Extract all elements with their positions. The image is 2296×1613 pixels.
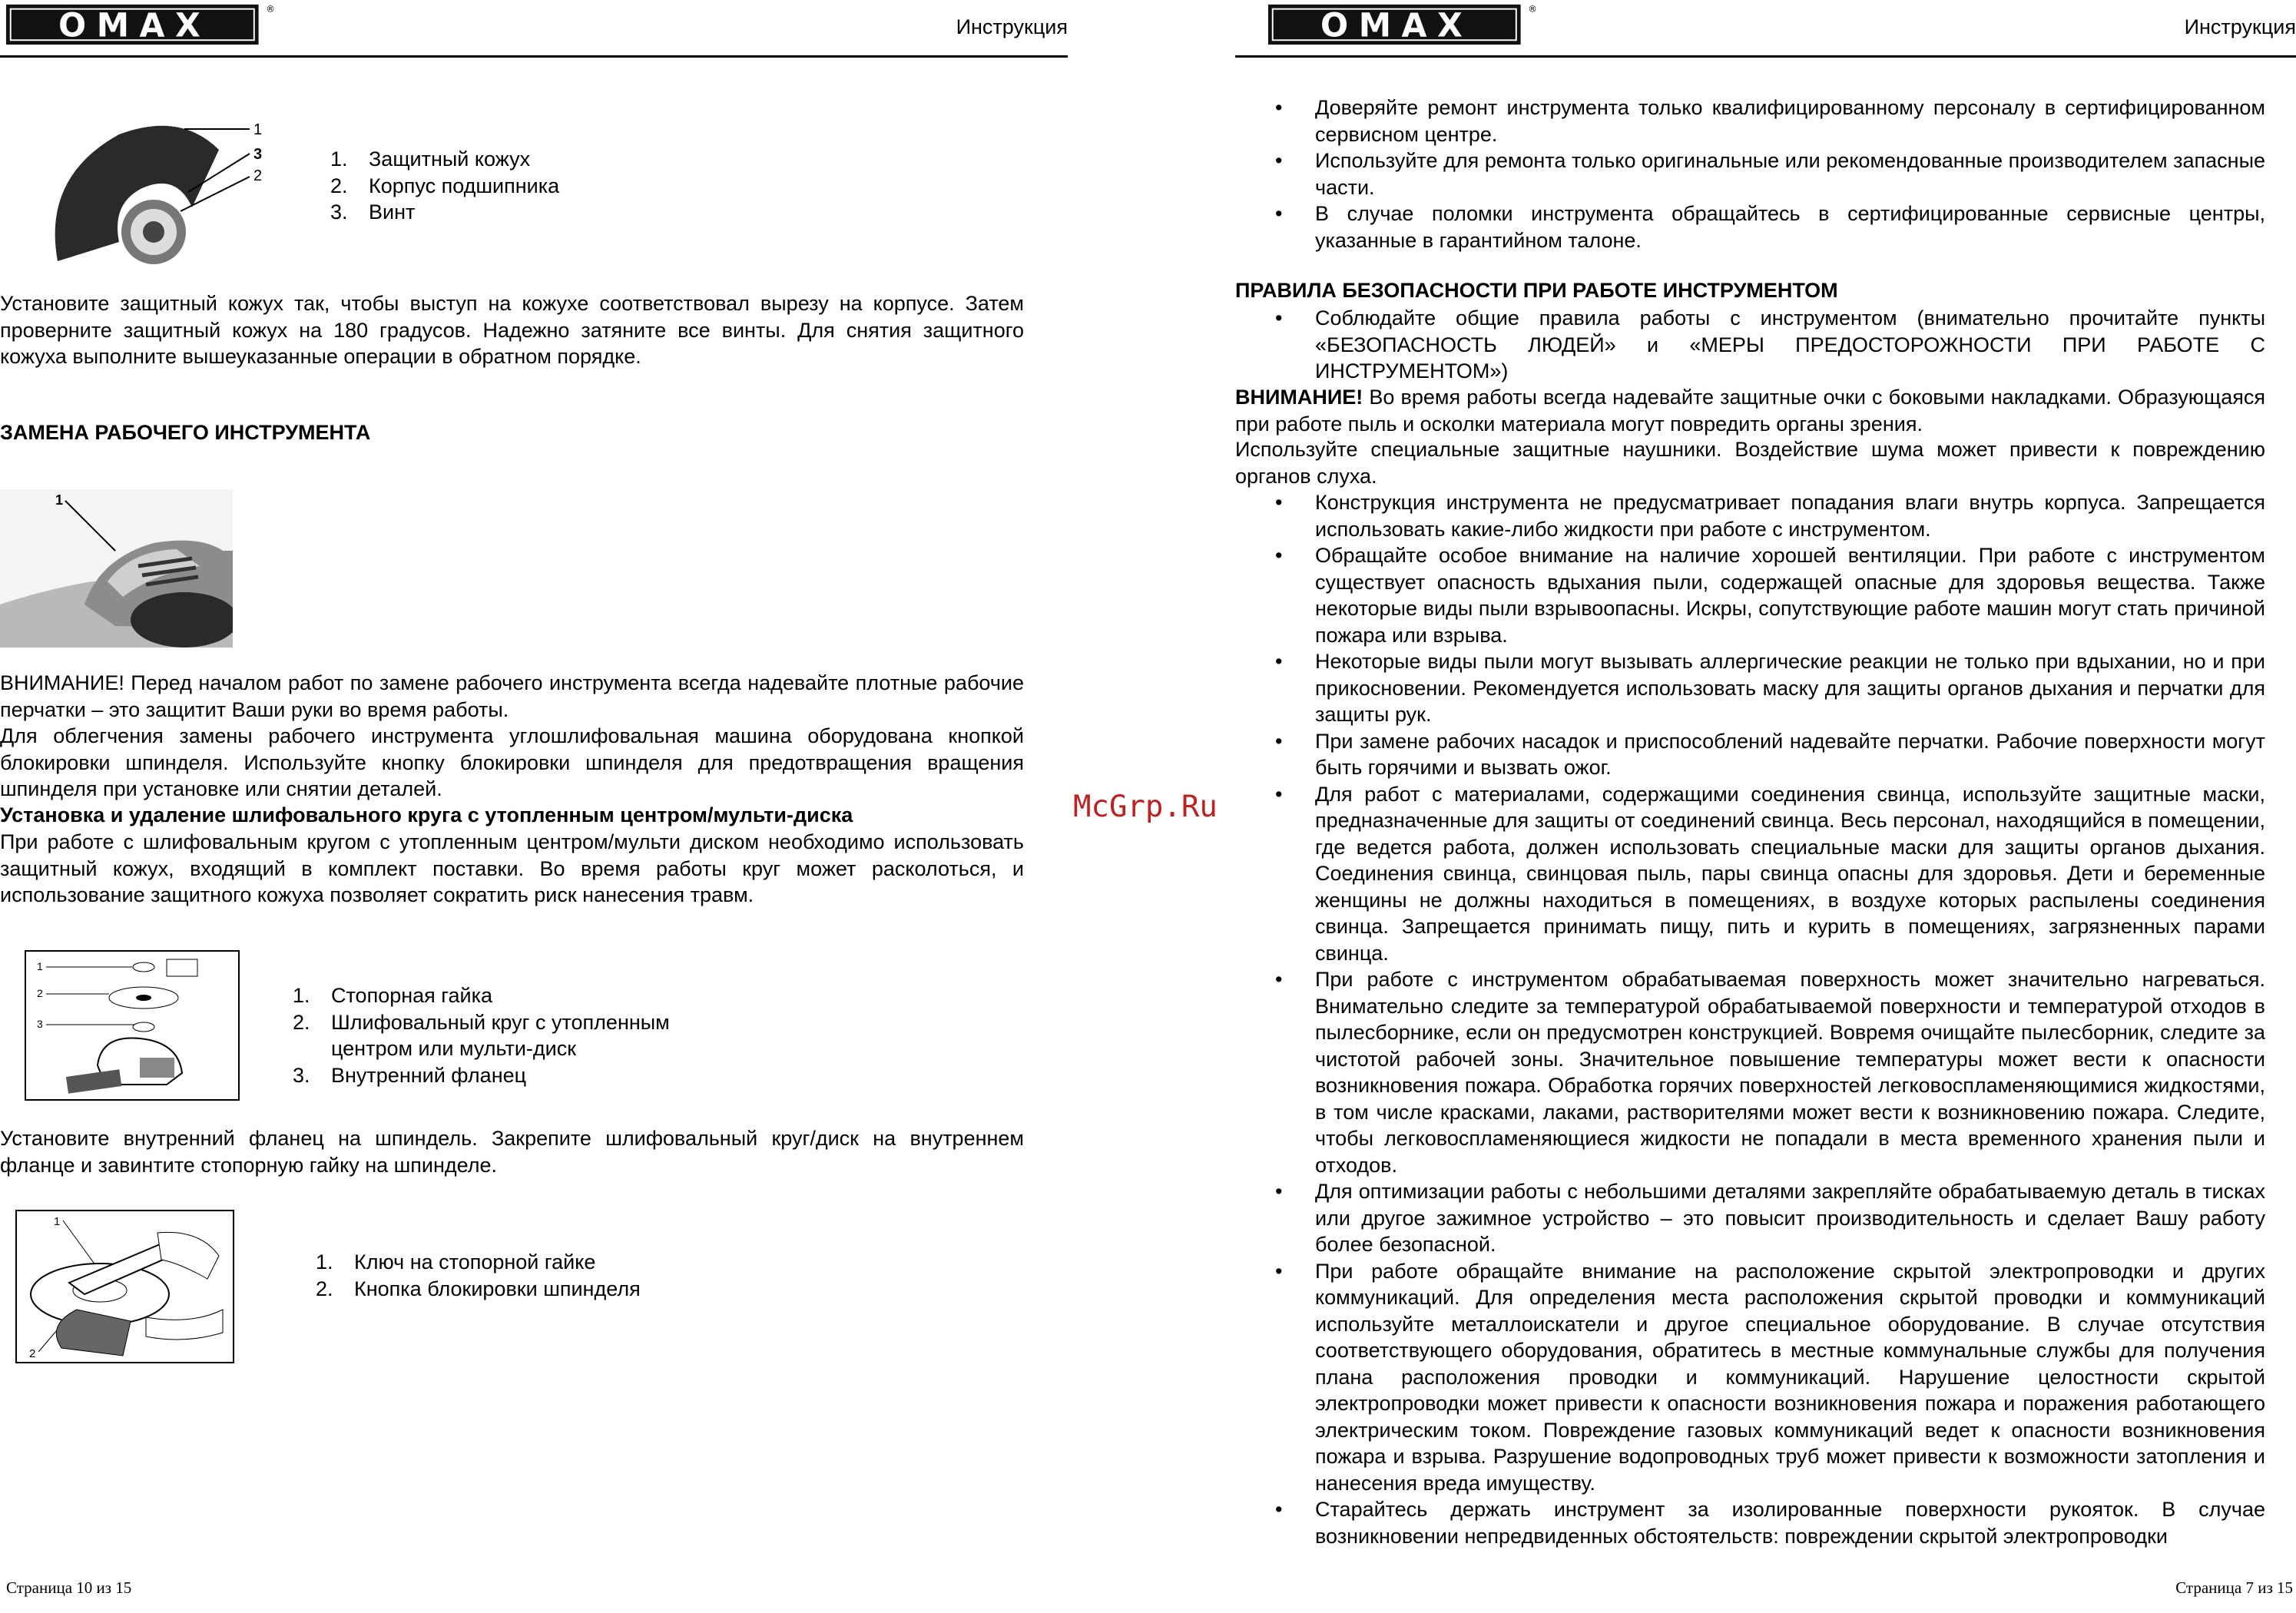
figure-wrench (15, 1210, 234, 1363)
svg-text:®: ® (1528, 3, 1537, 15)
svg-text:OMAX: OMAX (58, 7, 211, 45)
page-footer: Страница 7 из 15 (2175, 1578, 2293, 1597)
section-heading: ПРАВИЛА БЕЗОПАСНОСТИ ПРИ РАБОТЕ ИНСТРУМЕНТОМ (1235, 279, 1838, 302)
list-item: 2. Шлифовальный круг с утопленным центром или мульти-диск (293, 1010, 670, 1060)
paragraph-flange: Установите внутренний фланец на шпиндель. Закрепите шлифовальный круг/диск на внутреннем фланце и завинтите стопорную гайку на шпинделе. (0, 1127, 1024, 1177)
figure-exploded-view (25, 950, 240, 1101)
right-page (1235, 0, 2296, 1613)
callout-3: 3 (37, 1018, 43, 1030)
paragraph-spindle-lock: Для облегчения замены рабочего инструмента углошлифовальная машина оборудована кнопкой блокировки шпинделя. Используйте кнопку блокировки шпинделя для предотвращения вращения шпинделя при установке или снятии деталей. (0, 724, 1024, 800)
list-item: 1. Стопорная гайка (293, 984, 493, 1007)
callout-1: 1 (37, 960, 43, 972)
service-bullets (1235, 94, 2265, 253)
list-item: • Для работ с материалами, содержащими соединения свинца, используйте защитные маски, предназначенные для защиты от соединений свинца. Весь персонал, находящийся в помещении, где ведется работа, должен использовать специальные маски для защиты органов дыхания. Соединения свинца, свинцовая пыль, пары свинца опасны для здоровья. Дети и беременные женщины не должны находиться в помещениях, в воздухе которых распылены соединения свинца. Запрещается принимать пищу, пить и курить в помещениях, загрязненных парами свинца. (1235, 781, 2265, 967)
header-title: Инструкция (956, 15, 1068, 38)
callout-2: 2 (253, 167, 263, 184)
figure4-legend (316, 1249, 746, 1302)
list-item: • Старайтесь держать инструмент за изолированные поверхности рукояток. В случае возникновении непредвиденных обстоятельств: повреждении скрытой электропроводки (1235, 1496, 2265, 1549)
watermark: McGrp.Ru (1073, 790, 1218, 824)
page-header (0, 0, 1068, 58)
callout-3: 3 (253, 146, 263, 163)
paragraph-warning: ВНИМАНИЕ! Перед началом работ по замене рабочего инструмента всегда надевайте плотные рабочие перчатки – это защитит Ваши руки во время работы. (0, 671, 1024, 721)
callout-2: 2 (29, 1347, 36, 1360)
list-item: 3. Винт (330, 200, 416, 224)
omax-logo (1262, 2, 1539, 46)
list-item: • Доверяйте ремонт инструмента только квалифицированному персоналу в сертифицированном сервисном центре. (1235, 94, 2265, 147)
callout-1: 1 (55, 492, 64, 508)
list-item: • При работе с инструментом обрабатываемая поверхность может значительно нагреваться. Внимательно следите за температурой обрабатываемой поверхности и температурой отходов в пылесборнике, если он предусмотрен конструкцией. Вовремя очищайте пылесборник, следите за чистотой рабочей зоны. Значительное повышение температуры может вести к опасности возникновения пожара. Обработка горячих поверхностей легковоспламеняющимися жидкостями, в том числе красками, лаками, растворителями может вести к возникновению пожара. Следите, чтобы легковоспламеняющиеся жидкости не попадали в места временного хранения пыли и отходов. (1235, 966, 2265, 1178)
rules-bullet (1235, 305, 2265, 385)
list-item: 2. Корпус подшипника (330, 174, 560, 197)
list-item: 2. Кнопка блокировки шпинделя (316, 1277, 641, 1300)
figure1-legend (330, 146, 714, 226)
omax-logo (0, 2, 277, 46)
callout-1: 1 (253, 121, 263, 138)
figure-guard (35, 115, 273, 284)
svg-text:®: ® (266, 3, 275, 15)
list-item: • Некоторые виды пыли могут вызывать аллергические реакции не только при вдыхании, но и при прикосновении. Рекомендуется использовать маску для защиты органов дыхания и перчатки для защиты рук. (1235, 648, 2265, 728)
svg-text:OMAX: OMAX (1320, 7, 1473, 45)
paragraph-warning: ВНИМАНИЕ! Во время работы всегда надевайте защитные очки с боковыми накладками. Образующаяся при работе пыль и осколки материала могут повредить органы зрения. (1235, 386, 2265, 436)
list-item: • Используйте для ремонта только оригинальные или рекомендованные производителем запасные части. (1235, 147, 2265, 200)
safety-bullets (1235, 489, 2265, 1549)
page-footer: Страница 10 из 15 (6, 1578, 132, 1597)
callout-2: 2 (37, 987, 43, 999)
paragraph-earmuffs: Используйте специальные защитные наушники. Воздействие шума может привести к повреждению органов слуха. (1235, 438, 2265, 488)
subheading: Установка и удаление шлифовального круга с утопленным центром/мульти-диска (0, 803, 853, 826)
callout-1: 1 (54, 1215, 61, 1228)
page-header (1235, 0, 2296, 58)
list-item: • Конструкция инструмента не предусматривает попадания влаги внутрь корпуса. Запрещается использовать какие-либо жидкости при работе с инструментом. (1235, 489, 2265, 542)
figure3-legend (293, 982, 723, 1088)
warning-label: ВНИМАНИЕ! (1235, 386, 1363, 409)
left-page (0, 0, 1068, 1613)
figure-grinder-photo (0, 489, 233, 648)
header-title: Инструкция (2184, 15, 2296, 38)
list-item: • Соблюдайте общие правила работы с инструментом (внимательно прочитайте пункты «БЕЗОПАСНОСТЬ ЛЮДЕЙ» и «МЕРЫ ПРЕДОСТОРОЖНОСТИ ПРИ РАБОТЕ С ИНСТРУМЕНТОМ») (1235, 305, 2265, 385)
list-item: 3. Внутренний фланец (293, 1063, 527, 1087)
list-item: • При работе обращайте внимание на расположение скрытой электропроводки и других коммуникаций. Для определения места расположения скрытой проводки и коммуникаций используйте металлоискатели и другое специальное оборудование. В случае отсутствия соответствующего оборудования, обратитесь в местные коммунальные службы для получения плана расположения проводки и коммуникаций. Нарушение целостности скрытой электропроводки может привести к опасности возникновения пожара и поражения работающего электрическим током. Повреждение газовых коммуникаций ведет к опасности возникновения пожара и взрыва. Разрушение водопроводных труб может привести к возможности затопления и нанесения вреда имуществу. (1235, 1258, 2265, 1497)
list-item: 1. Ключ на стопорной гайке (316, 1250, 596, 1274)
section-heading: ЗАМЕНА РАБОЧЕГО ИНСТРУМЕНТА (0, 421, 371, 444)
list-item: • Обращайте особое внимание на наличие хорошей вентиляции. При работе с инструментом существует опасность вдыхания пыли, содержащей опасные для здоровья вещества. Также некоторые виды пыли взрывоопасны. Искры, сопутствующие работе машин могут стать причиной пожара или взрыва. (1235, 542, 2265, 648)
paragraph-disc-guard: При работе с шлифовальным кругом с утопленным центром/мульти диском необходимо использовать защитный кожух, входящий в комплект поставки. Во время работы круг может расколоться, и использование защитного кожуха позволяет сократить риск нанесения травм. (0, 830, 1024, 906)
list-item: • При замене рабочих насадок и приспособлений надевайте перчатки. Рабочие поверхности могут быть горячими и вызвать ожог. (1235, 728, 2265, 781)
paragraph-guard-install: Установите защитный кожух так, чтобы выступ на кожухе соответствовал вырезу на корпусе. Затем проверните защитный кожух на 180 градусов. Надежно затяните все винты. Для снятия защитного кожуха выполните вышеуказанные операции в обратном порядке. (0, 292, 1024, 368)
list-item: 1. Защитный кожух (330, 147, 531, 171)
list-item: • В случае поломки инструмента обращайтесь в сертифицированные сервисные центры, указанные в гарантийном талоне. (1235, 200, 2265, 253)
list-item: • Для оптимизации работы с небольшими деталями закрепляйте обрабатываемую деталь в тисках или другое зажимное устройство – это повысит производительность и сделает Вашу работу более безопасной. (1235, 1178, 2265, 1258)
